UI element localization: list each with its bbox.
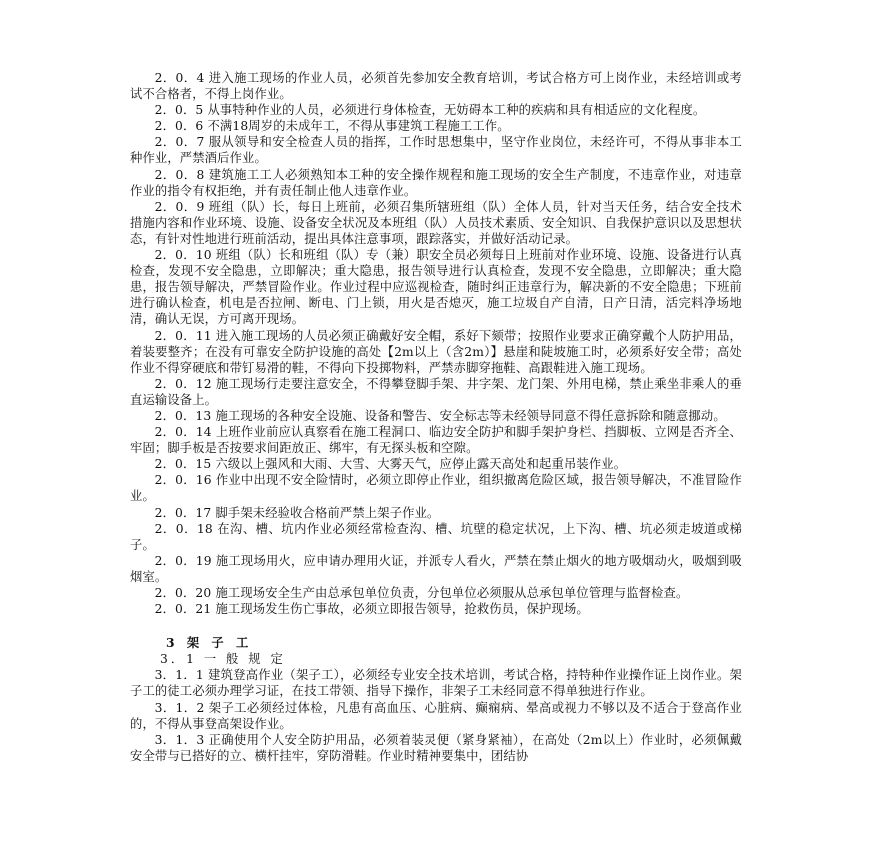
clause-2-0-14: 2．0．14 上班作业前应认真察看在施工程洞口、临边安全防护和脚手架护身栏、挡脚板、立网是否齐全、牢固；脚手板是否按要求间距放正、绑牢，有无探头板和空隙。 (130, 425, 742, 456)
clause-2-0-21: 2．0．21 施工现场发生伤亡事故，必须立即报告领导，抢救伤员，保护现场。 (154, 602, 589, 617)
clause-2-0-15: 2．0．15 六级以上强风和大雨、大雪、大雾天气，应停止露天高处和起重吊装作业。 (154, 457, 627, 472)
clause-3-1-3: 3．1．3 正确使用个人安全防护用品，必须着装灵便（紧身紧袖），在高处（2m以上）作业时，必须佩戴安全带与已搭好的立、横杆挂牢，穿防滑鞋。作业时精神要集中，团结协 (130, 732, 742, 763)
clause-2-0-10: 2．0．10 班组（队）长和班组（队）专（兼）职安全员必须每日上班前对作业环境、设施、设备进行认真检查，发现不安全隐患，立即解决；重大隐患，报告领导进行认真检查，发现不安全隐患，立即解决；重大隐患，报告领导解决，严禁冒险作业。作业过程中应巡视检查，随时纠正违章行为，解决新的不安全隐患；下班前进行确认检查，机电是否拉闸、断电、门上锁，用火是否熄灭，施工垃圾自产自清，日产日清，活完料净场地清，确认无误，方可离开现场。 (130, 248, 742, 327)
subsection-title: 3．1 一 般 规 定 (160, 652, 286, 667)
section-title: 3 架 子 工 (166, 635, 253, 651)
clause-2-0-11: 2．0．11 进入施工现场的人员必须正确戴好安全帽，系好下颏带；按照作业要求正确穿戴个人防护用品，着装要整齐；在没有可靠安全防护设施的高处【2m以上（含2m）】悬崖和陡坡施工时，必须系好安全带；高处作业不得穿硬底和带钉易滑的鞋，不得向下投掷物料，严禁赤脚穿拖鞋、高跟鞋进入施工现场。 (130, 328, 742, 375)
clause-2-0-4: 2．0．4 进入施工现场的作业人员，必须首先参加安全教育培训，考试合格方可上岗作业，未经培训或考试不合格者，不得上岗作业。 (130, 71, 742, 102)
clause-2-0-16: 2．0．16 作业中出现不安全险情时，必须立即停止作业，组织撤离危险区域，报告领导解决，不准冒险作业。 (130, 473, 742, 504)
clause-2-0-13: 2．0．13 施工现场的各种安全设施、设备和警告、安全标志等未经领导同意不得任意拆除和随意挪动。 (154, 408, 726, 423)
clause-2-0-9: 2．0．9 班组（队）长，每日上班前，必须召集所辖班组（队）全体人员，针对当天任务，结合安全技术措施内容和作业环境、设施、设备安全状况及本班组（队）人员技术素质、安全知识、自我保护意识以及思想状态，有针对性地进行班前活动，提出具体注意事项，跟踪落实，并做好活动记录。 (130, 199, 742, 246)
section-gap (130, 617, 742, 635)
clause-2-0-20: 2．0．20 施工现场安全生产由总承包单位负责，分包单位必须服从总承包单位管理与监督检查。 (154, 586, 689, 600)
clause-2-0-8: 2．0．8 建筑施工工人必须熟知本工种的安全操作规程和施工现场的安全生产制度，不违章作业，对违章作业的指令有权拒绝，并有责任制止他人违章作业。 (130, 167, 742, 198)
clause-2-0-5: 2．0．5 从事特种作业的人员，必须进行身体检查，无妨碍本工种的疾病和具有相适应的文化程度。 (154, 103, 706, 118)
clause-2-0-19: 2．0．19 施工现场用火，应申请办理用火证，并派专人看火，严禁在禁止烟火的地方吸烟动火，吸烟到吸烟室。 (130, 553, 742, 584)
document-page (130, 70, 742, 764)
clause-2-0-6: 2．0．6 不满18周岁的未成年工，不得从事建筑工程施工工作。 (154, 119, 510, 134)
clause-2-0-7: 2．0．7 服从领导和安全检查人员的指挥，工作时思想集中，坚守作业岗位，未经许可，不得从事非本工种作业，严禁酒后作业。 (130, 135, 742, 166)
clause-3-1-1: 3．1．1 建筑登高作业（架子工），必须经专业安全技术培训，考试合格，持特种作业操作证上岗作业。架子工的徒工必须办理学习证，在技工带领、指导下操作，非架子工未经同意不得单独进行作业。 (130, 668, 742, 699)
clause-2-0-12: 2．0．12 施工现场行走要注意安全，不得攀登脚手架、井字架、龙门架、外用电梯，禁止乘坐非乘人的垂直运输设备上。 (130, 376, 742, 407)
clause-2-0-18: 2．0．18 在沟、槽、坑内作业必须经常检查沟、槽、坑壁的稳定状况，上下沟、槽、坑必须走坡道或梯子。 (130, 521, 742, 552)
clause-2-0-17: 2．0．17 脚手架未经验收合格前严禁上架子作业。 (154, 505, 440, 520)
clause-3-1-2: 3．1．2 架子工必须经过体检，凡患有高血压、心脏病、癫痫病、晕高或视力不够以及不适合于登高作业的，不得从事登高架设作业。 (130, 700, 742, 731)
